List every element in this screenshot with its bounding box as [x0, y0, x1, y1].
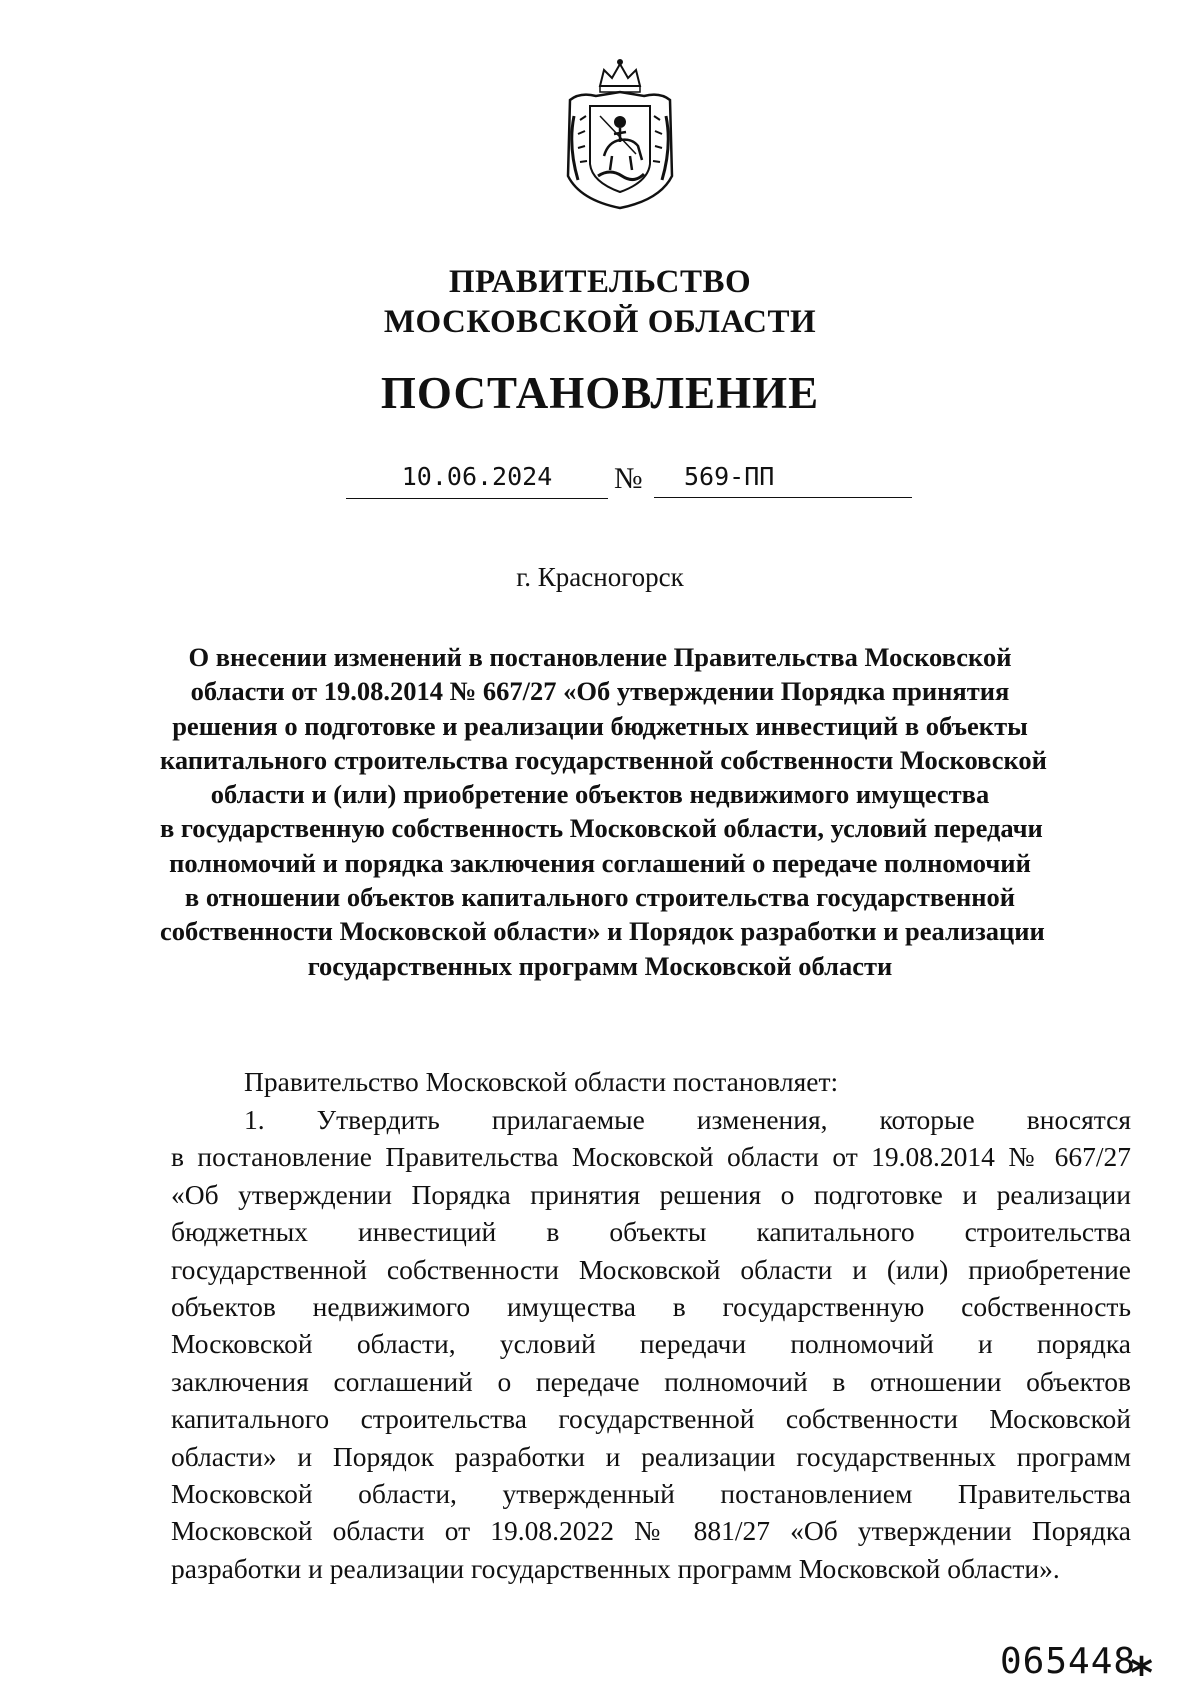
- organization-name-line2: МОСКОВСКОЙ ОБЛАСТИ: [383, 304, 817, 340]
- body-line: «Об утверждении Порядка принятия решения о подготовке и реализации: [171, 1178, 1131, 1210]
- organization-name-line1: ПРАВИТЕЛЬСТВО: [448, 264, 752, 300]
- asterisk-mark: *: [1130, 1648, 1154, 1699]
- document-type-heading: ПОСТАНОВЛЕНИЕ: [380, 368, 820, 418]
- number-sign: №: [614, 462, 643, 495]
- title-line: капитального строительства государственной собственности Московской: [160, 744, 1047, 775]
- document-title: [160, 640, 1047, 983]
- body-line: капитального строительства государственной собственности Московской: [171, 1403, 1131, 1435]
- body-line: области» и Порядок разработки и реализации государственных программ: [171, 1440, 1131, 1472]
- preamble: Правительство Московской области постановляет:: [244, 1066, 839, 1097]
- title-line: О внесении изменений в постановление Правительства Московской: [188, 642, 1012, 672]
- body-line: в постановление Правительства Московской области от 19.08.2014 № 667/27: [171, 1141, 1131, 1173]
- title-line: в государственную собственность Московской области, условий передачи: [160, 813, 1043, 844]
- title-line: решения о подготовке и реализации бюджетных инвестиций в объекты: [172, 710, 1028, 741]
- paragraph-1: [171, 1101, 1131, 1587]
- title-line: области от 19.08.2014 № 667/27 «Об утверждении Порядка принятия: [190, 676, 1010, 707]
- coat-of-arms-icon: [560, 56, 680, 212]
- body-line: разработки и реализации государственных программ Московской области».: [171, 1552, 1060, 1584]
- body-line: Московской области от 19.08.2022 № 881/27 «Об утверждении Порядка: [171, 1515, 1131, 1547]
- body-line: объектов недвижимого имущества в государственную собственность: [171, 1291, 1131, 1323]
- body-line: 1. Утвердить прилагаемые изменения, которые вносятся: [244, 1104, 1131, 1135]
- title-line: собственности Московской области» и Порядок разработки и реализации: [160, 916, 1045, 947]
- body-line: заключения соглашений о передаче полномочий в отношении объектов: [171, 1365, 1131, 1397]
- body-line: бюджетных инвестиций в объекты капитального строительства: [171, 1216, 1131, 1248]
- city-of-issue: г. Красногорск: [516, 562, 684, 592]
- body-line: государственной собственности Московской области и (или) приобретение: [171, 1253, 1131, 1285]
- document-date: 10.06.2024: [346, 458, 608, 499]
- document-number: 569-ПП: [654, 458, 912, 498]
- body-line: Московской области, условий передачи полномочий и порядка: [171, 1328, 1131, 1360]
- title-line: полномочий и порядка заключения соглашений о передаче полномочий: [169, 847, 1031, 878]
- body-line: Московской области, утвержденный постановлением Правительства: [171, 1478, 1131, 1510]
- serial-number: 065448: [1000, 1641, 1137, 1682]
- title-line: государственных программ Московской области: [307, 950, 893, 981]
- title-line: в отношении объектов капитального строительства государственной: [184, 882, 1016, 913]
- title-line: области и (или) приобретение объектов недвижимого имущества: [210, 779, 990, 810]
